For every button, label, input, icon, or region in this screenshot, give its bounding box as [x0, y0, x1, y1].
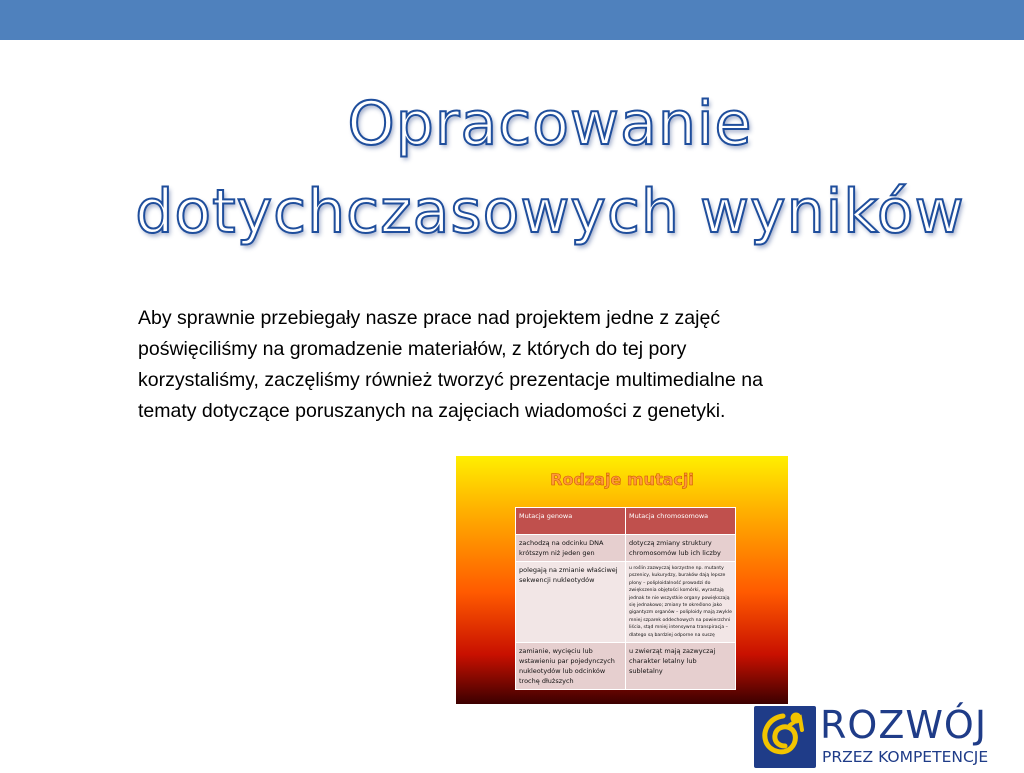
table-row: [516, 535, 736, 562]
spiral-logo-icon: [754, 706, 816, 768]
table-row: [516, 562, 736, 643]
table-cell: u roślin zazwyczaj korzystne np. mutanty pszenicy, kukurydzy, buraków dają lepsze plony – poliploidalność prowadzi do zwiększenia objętości komórki, wyrastają jednak te nie wszystkie organy powiększają się jednakowo; zmiany te określono jako gigantyzm organów – poliploidy mają zwykle mniej szparek oddechowych na powierzchni liścia, stąd mniej intensywna transpiracja – dlatego są bardziej odporne na suszę: [626, 562, 736, 643]
table-cell: zachodzą na odcinku DNA krótszym niż jeden gen: [516, 535, 626, 562]
mutation-slide-thumbnail: [456, 456, 788, 704]
slide-title: [60, 80, 1024, 256]
mutation-table-header-row: [516, 508, 736, 535]
logo-name: ROZWÓJ: [820, 703, 988, 747]
mutation-table: [515, 507, 736, 690]
mutation-slide-title: Rodzaje mutacji: [550, 470, 694, 489]
table-cell: polegają na zmianie właściwej sekwencji nukleotydów: [516, 562, 626, 643]
table-cell: zamianie, wycięciu lub wstawieniu par pojedynczych nukleotydów lub odcinków trochę dłuższych: [516, 643, 626, 690]
slide-body-text: Aby sprawnie przebiegały nasze prace nad projektem jedne z zajęć poświęciliśmy na gromadzenie materiałów, z których do tej pory korzystaliśmy, zaczęliśmy również tworzyć prezentacje multimedialne na tematy dotyczące poruszanych na zajęciach wiadomości z genetyki.: [138, 307, 763, 422]
slide-title-line-2: dotychczasowych wyników: [135, 177, 965, 247]
table-row: [516, 643, 736, 690]
slide-title-line-1: Opracowanie: [347, 89, 753, 159]
table-cell: u zwierząt mają zazwyczaj charakter letalny lub subletalny: [626, 643, 736, 690]
rozwoj-logo: [754, 704, 1024, 768]
header-gene-mutation: Mutacja genowa: [516, 508, 626, 535]
table-cell: dotyczą zmiany struktury chromosomów lub ich liczby: [626, 535, 736, 562]
header-chromosome-mutation: Mutacja chromosomowa: [626, 508, 736, 535]
logo-subtitle: PRZEZ KOMPETENCJE: [822, 748, 989, 766]
top-accent-bar: [0, 0, 1024, 40]
